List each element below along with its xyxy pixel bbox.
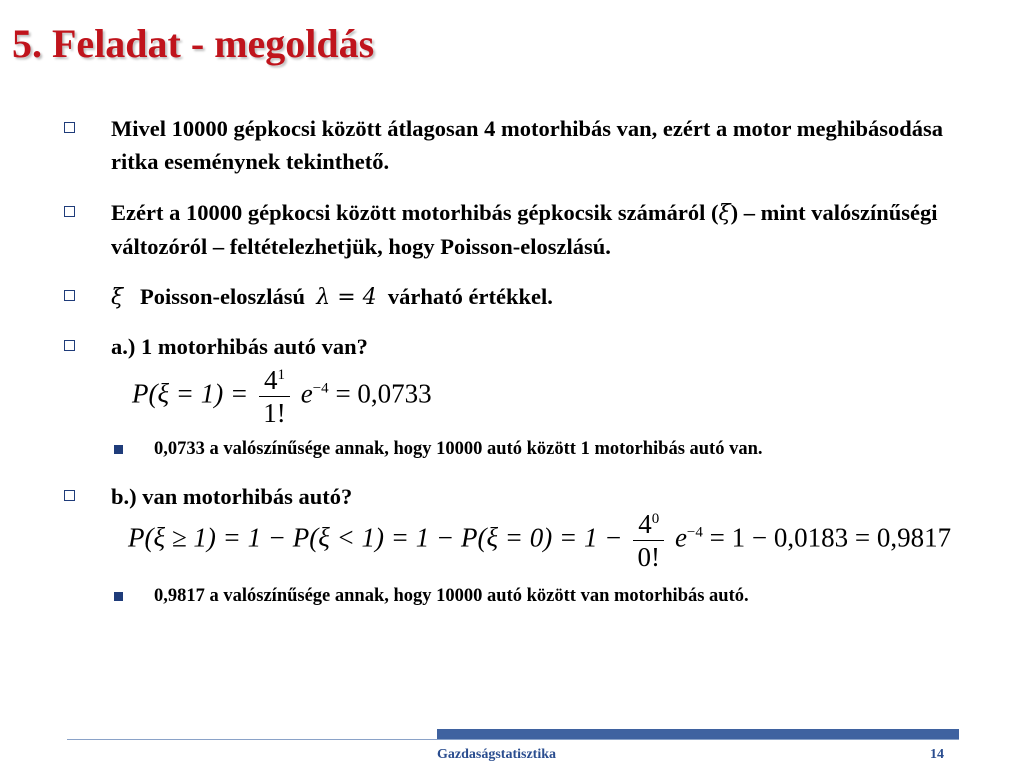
formula-b-denominator: 0! — [637, 542, 660, 572]
hollow-square-bullet-icon — [64, 122, 75, 133]
formula-b-e: e — [674, 522, 687, 553]
bullet-3-text-after: várható értékkel. — [387, 284, 553, 309]
footer-divider — [67, 739, 959, 740]
xi-symbol: ξ — [111, 285, 124, 310]
bullet-3-text — [111, 280, 984, 314]
page-number: 14 — [930, 747, 944, 762]
formula-a-denominator: 1! — [263, 398, 286, 428]
hollow-square-bullet-icon — [64, 206, 75, 217]
lambda-expression: λ = 4 — [316, 285, 377, 310]
bullet-4 — [64, 330, 984, 363]
formula-b-rhs: = 1 − 0,0183 = 0,9817 — [709, 522, 952, 553]
sub-bullet-2-text: 0,9817 a valószínűsége annak, hogy 10000 autó között van motorhibás autó. — [154, 586, 749, 606]
footer-accent-bar — [437, 729, 959, 739]
formula-b-lhs: P(ξ ≥ 1) = 1 − P(ξ < 1) = 1 − P(ξ = 0) = 1 − — [128, 522, 623, 553]
filled-square-bullet-icon — [114, 592, 123, 601]
bullet-4-text: a.) 1 motorhibás autó van? — [111, 334, 368, 359]
formula-a-fraction — [259, 364, 290, 429]
bullet-3 — [64, 280, 984, 314]
sub-bullet-1-text: 0,0733 a valószínűsége annak, hogy 10000 autó között 1 motorhibás autó van. — [154, 439, 763, 459]
formula-a-lhs: P(ξ = 1) = — [132, 378, 249, 409]
slide-title: 5. Feladat - megoldás — [12, 21, 375, 66]
formula-a-rhs: = 0,0733 — [335, 378, 432, 409]
hollow-square-bullet-icon — [64, 490, 75, 501]
hollow-square-bullet-icon — [64, 340, 75, 351]
formula-a-e: e — [300, 378, 313, 409]
formula-b — [128, 508, 951, 573]
hollow-square-bullet-icon — [64, 290, 75, 301]
formula-b-fraction — [633, 508, 664, 573]
footer-course-name: Gazdaságstatisztika — [437, 747, 556, 762]
formula-b-e-exponent: −4 — [686, 524, 703, 541]
bullet-5-text: b.) van motorhibás autó? — [111, 484, 353, 509]
bullet-2-text-after: ) – mint valószínűségi változóról – feltételezhetjük, hogy Poisson-eloszlású. — [111, 200, 938, 259]
formula-a-numerator: $4^1$ — [259, 364, 290, 397]
bullet-2-text-before: Ezért a 10000 gépkocsi között motorhibás gépkocsik számáról ( — [111, 200, 719, 225]
formula-a-e-exponent: −4 — [312, 380, 329, 397]
bullet-2-text — [111, 196, 984, 263]
bullet-1-text: Mivel 10000 gépkocsi között átlagosan 4 motorhibás van, ezért a motor meghibásodása ritka eseménynek tekinthető. — [111, 116, 944, 174]
bullet-1 — [64, 112, 984, 178]
formula-b-numerator: $4^0$ — [633, 508, 664, 541]
formula-a — [132, 364, 432, 429]
bullet-3-text-mid: Poisson-eloszlású — [140, 284, 306, 309]
xi-symbol: ξ — [718, 201, 731, 226]
sub-bullet-1 — [114, 437, 1004, 461]
bullet-2 — [64, 196, 984, 263]
filled-square-bullet-icon — [114, 445, 123, 454]
sub-bullet-2 — [114, 584, 1004, 608]
